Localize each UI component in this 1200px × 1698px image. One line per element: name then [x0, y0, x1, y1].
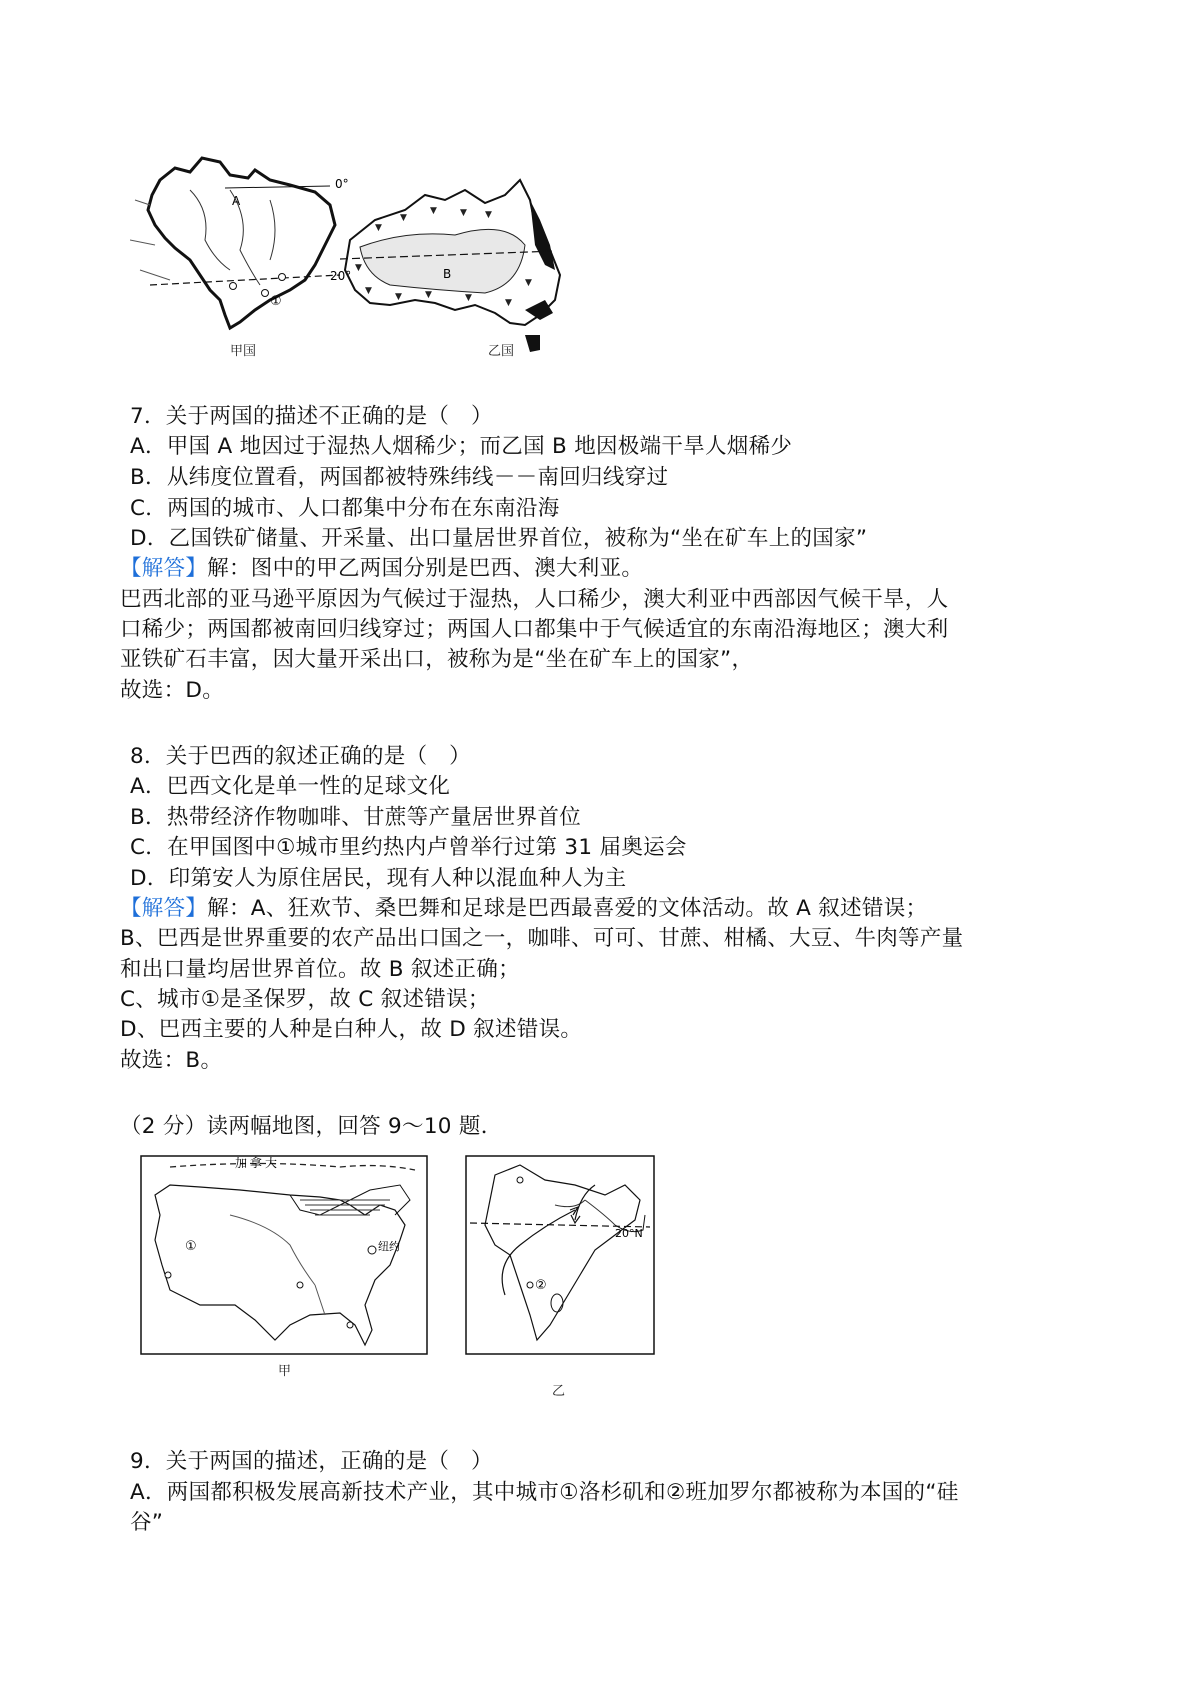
q7-answer-line-2: 巴西北部的亚马逊平原因为气候过于湿热，人口稀少，澳大利亚中西部因气候干旱，人	[120, 587, 949, 612]
label-city-1: ①	[270, 294, 282, 309]
label-city-2: ②	[535, 1278, 547, 1293]
q7-answer-line-3: 口稀少；两国都被南回归线穿过；两国人口都集中于气候适宜的东南沿海地区；澳大利	[120, 617, 949, 642]
svg-text:▼: ▼	[505, 298, 512, 308]
svg-text:▼: ▼	[365, 286, 372, 296]
label-a: A	[232, 194, 241, 208]
q8-option-a: A．巴西文化是单一性的足球文化	[130, 774, 451, 799]
q8-option-d: D．印第安人为原住居民，现有人种以混血种人为主	[130, 866, 627, 891]
q9-stem: 9．关于两国的描述，正确的是（ ）	[130, 1449, 493, 1474]
brazil-map	[130, 150, 355, 335]
q8-answer-line-3: 和出口量均居世界首位。故 B 叙述正确；	[120, 957, 520, 982]
q7-answer-line-4: 亚铁矿石丰富，因大量开采出口，被称为是“坐在矿车上的国家”，	[120, 647, 754, 672]
q9-option-a-line-2: 谷”	[130, 1510, 164, 1535]
figure-usa-india-maps	[140, 1155, 660, 1405]
svg-text:▼: ▼	[465, 293, 472, 303]
q7-answer-line-1: 【解答】解：图中的甲乙两国分别是巴西、澳大利亚。	[120, 556, 644, 581]
svg-text:▼: ▼	[430, 206, 437, 216]
label-lat-20n: 20°N	[615, 1227, 643, 1240]
q7-stem: 7．关于两国的描述不正确的是（ ）	[130, 404, 493, 429]
q7-option-d: D．乙国铁矿储量、开采量、出口量居世界首位，被称为“坐在矿车上的国家”	[130, 526, 868, 551]
q8-answer-line-1: 【解答】解：A、狂欢节、桑巴舞和足球是巴西最喜爱的文体活动。故 A 叙述错误；	[120, 896, 928, 921]
svg-text:▼: ▼	[395, 292, 402, 302]
q8-stem: 8．关于巴西的叙述正确的是（ ）	[130, 744, 471, 769]
usa-map	[140, 1155, 428, 1355]
svg-text:▼: ▼	[485, 210, 492, 220]
caption-map-yi: 乙	[552, 1384, 566, 1399]
q8-answer-line-5: D、巴西主要的人种是白种人，故 D 叙述错误。	[120, 1017, 583, 1042]
label-city-1: ①	[185, 1239, 197, 1254]
section-intro: （2 分）读两幅地图，回答 9～10 题．	[120, 1114, 503, 1139]
australia-map	[335, 175, 585, 360]
caption-country-jia: 甲国	[230, 344, 257, 359]
svg-text:▼: ▼	[355, 263, 362, 273]
q8-answer-line-6: 故选：B。	[120, 1048, 223, 1073]
india-map	[465, 1155, 655, 1355]
q7-option-a: A．甲国 A 地因过于湿热人烟稀少；而乙国 B 地因极端干旱人烟稀少	[130, 434, 793, 459]
q7-answer-line-5: 故选：D。	[120, 678, 225, 703]
label-new-york: 纽约	[378, 1240, 400, 1253]
label-tropic: 20°	[330, 269, 352, 283]
svg-text:▼: ▼	[375, 223, 382, 233]
q7-option-b: B．从纬度位置看，两国都被特殊纬线－－南回归线穿过	[130, 465, 669, 490]
q8-answer-line-2: B、巴西是世界重要的农产品出口国之一，咖啡、可可、甘蔗、柑橘、大豆、牛肉等产量	[120, 926, 964, 951]
q7-answer-tag: 【解答】	[120, 556, 208, 581]
svg-text:▼: ▼	[425, 290, 432, 300]
label-canada: 加拿大	[235, 1156, 281, 1170]
label-b: B	[443, 267, 452, 281]
svg-text:▼: ▼	[460, 208, 467, 218]
caption-map-jia: 甲	[278, 1364, 292, 1379]
q8-answer-tag: 【解答】	[120, 896, 208, 921]
q8-option-b: B．热带经济作物咖啡、甘蔗等产量居世界首位	[130, 805, 582, 830]
q8-answer-line-4: C、城市①是圣保罗，故 C 叙述错误；	[120, 987, 490, 1012]
q8-option-c: C．在甲国图中①城市里约热内卢曾举行过第 31 届奥运会	[130, 835, 687, 860]
q9-option-a-line-1: A．两国都积极发展高新技术产业，其中城市①洛杉矶和②班加罗尔都被称为本国的“硅	[130, 1480, 959, 1505]
figure-brazil-australia-maps	[130, 150, 590, 360]
caption-country-yi: 乙国	[488, 344, 515, 359]
svg-text:▼: ▼	[400, 213, 407, 223]
svg-text:▼: ▼	[525, 278, 532, 288]
label-equator: 0°	[335, 177, 349, 191]
q7-option-c: C．两国的城市、人口都集中分布在东南沿海	[130, 496, 560, 521]
